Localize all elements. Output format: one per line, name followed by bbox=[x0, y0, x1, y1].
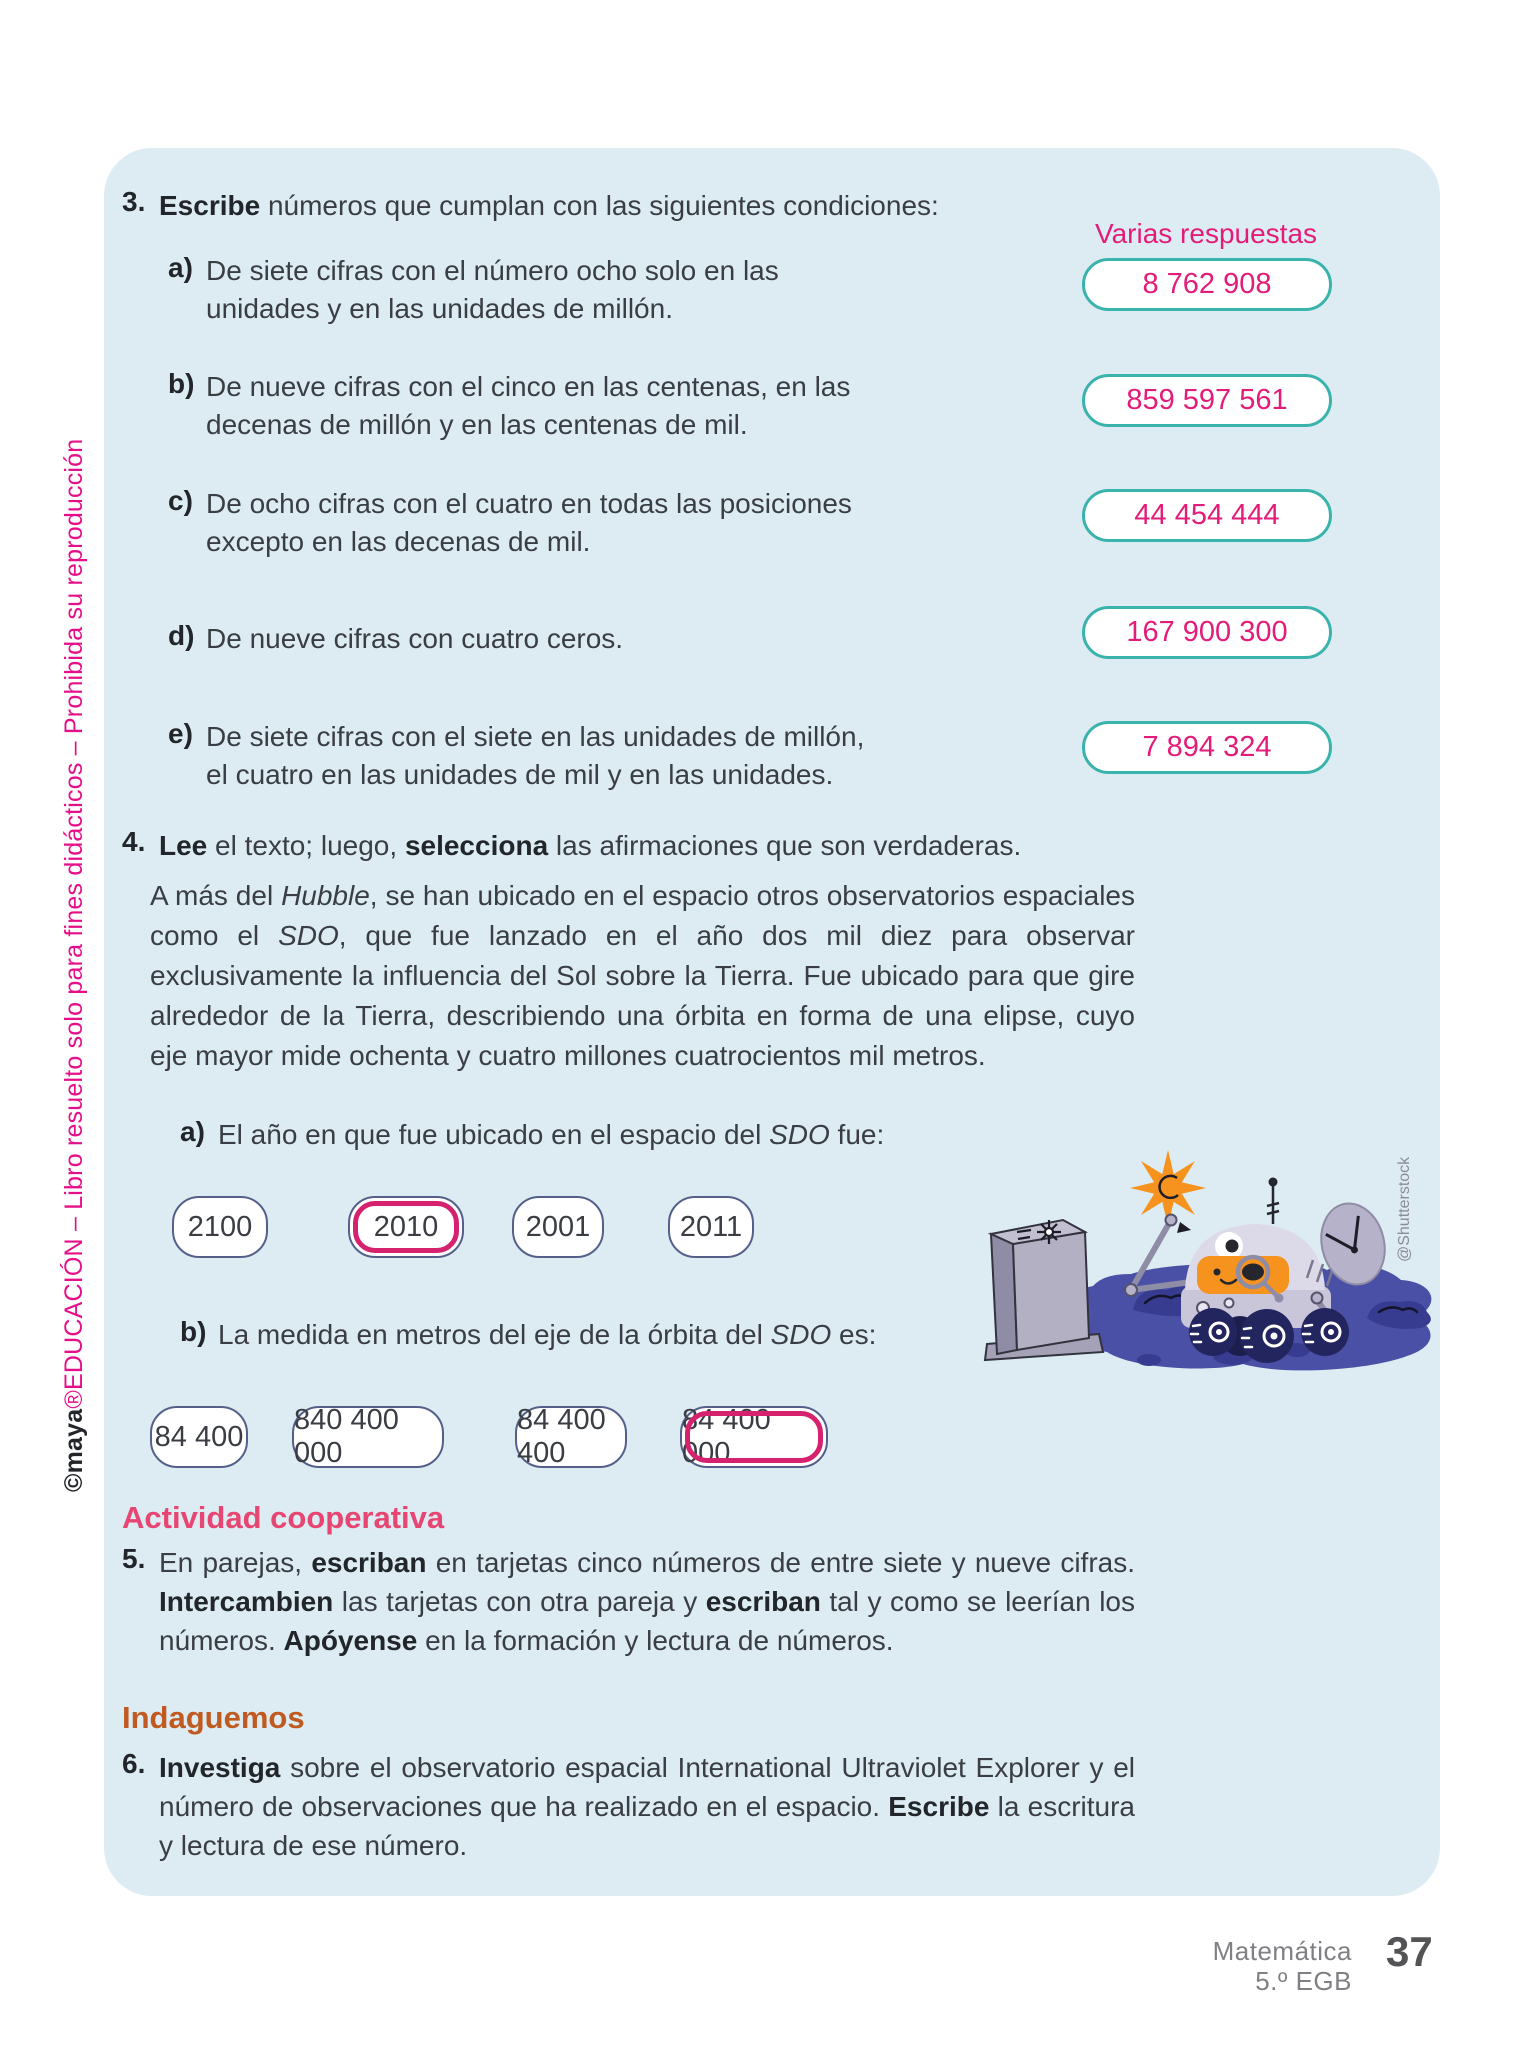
monolith bbox=[985, 1220, 1103, 1360]
exercise-5-text: En parejas, escriban en tarjetas cinco números de entre siete y nueve cifras. Intercambien las tarjetas con otra pareja y escriban tal y como se leerían los números. Apóyense en la formación y lectura de números. bbox=[159, 1547, 1136, 1656]
option-value: 2011 bbox=[679, 1210, 743, 1243]
answer-b-value: 859 597 561 bbox=[1126, 384, 1288, 416]
exercise-4-title-row bbox=[122, 826, 1135, 865]
question-a-text: El año en que fue ubicado en el espacio del SDO fue: bbox=[218, 1119, 885, 1150]
exercise-3-number: 3. bbox=[122, 186, 146, 217]
item-a-label: a) bbox=[168, 252, 193, 283]
answer-box-c[interactable] bbox=[1082, 489, 1332, 542]
item-b-label: b) bbox=[168, 368, 195, 399]
option-value: 84 400 000 bbox=[682, 1404, 771, 1469]
exercise-3-item-a bbox=[168, 252, 868, 328]
answer-box-a[interactable] bbox=[1082, 258, 1332, 311]
exercise-6-text: Investiga sobre el observatorio espacial International Ultraviolet Explorer y el número de observaciones que ha realizado en el espacio. Escribe la escritura y lectura de ese número. bbox=[159, 1752, 1135, 1861]
exercise-3-item-e bbox=[168, 718, 868, 794]
exercise-5-row bbox=[122, 1543, 1135, 1660]
exercise-3-item-b bbox=[168, 368, 868, 444]
question-b-row bbox=[180, 1316, 940, 1354]
answer-d-value: 167 900 300 bbox=[1126, 616, 1288, 648]
exercise-4-number: 4. bbox=[122, 826, 146, 857]
shutterstock-credit: @Shutterstock bbox=[1396, 1156, 1413, 1262]
copyright-sidebar: ©maya®EDUCACIÓN – Libro resuelto solo para fines didácticos – Prohibida su reproducción bbox=[60, 438, 88, 1492]
answer-box-b[interactable] bbox=[1082, 374, 1332, 427]
option-value: 84 400 400 bbox=[517, 1404, 606, 1469]
question-a-option-2011[interactable] bbox=[668, 1196, 754, 1258]
question-b-text: La medida en metros del eje de la órbita del SDO es: bbox=[218, 1319, 877, 1350]
coop-activity-heading: Actividad cooperativa bbox=[122, 1500, 445, 1535]
item-a-text: De siete cifras con el número ocho solo en las unidades y en las unidades de millón. bbox=[206, 255, 779, 324]
footer-subject-grade bbox=[1160, 1936, 1352, 1996]
question-b-option-84400400[interactable] bbox=[515, 1406, 627, 1468]
answer-a-value: 8 762 908 bbox=[1142, 268, 1272, 300]
item-e-label: e) bbox=[168, 718, 193, 749]
exercise-6-number: 6. bbox=[122, 1748, 146, 1779]
question-a-option-2001[interactable] bbox=[512, 1196, 604, 1258]
option-value: 2100 bbox=[187, 1210, 253, 1243]
wheels bbox=[1189, 1308, 1349, 1363]
exercise-4-title: Lee el texto; luego, selecciona las afirmaciones que son verdaderas. bbox=[159, 830, 1022, 861]
rover-illustration bbox=[975, 1140, 1447, 1375]
footer-subject: Matemática bbox=[1212, 1936, 1352, 1966]
exercise-3-item-c bbox=[168, 485, 868, 561]
varias-respuestas-label: Varias respuestas bbox=[1094, 218, 1318, 249]
item-d-label: d) bbox=[168, 620, 195, 651]
question-b-option-840400000[interactable] bbox=[292, 1406, 444, 1468]
item-b-text: De nueve cifras con el cinco en las centenas, en las decenas de millón y en las centenas de mil. bbox=[206, 371, 851, 440]
answer-e-value: 7 894 324 bbox=[1142, 731, 1272, 763]
question-a-label: a) bbox=[180, 1116, 205, 1147]
question-a-row bbox=[180, 1116, 940, 1154]
option-value: 84 400 bbox=[154, 1420, 244, 1453]
answer-box-e[interactable] bbox=[1082, 721, 1332, 774]
item-c-text: De ocho cifras con el cuatro en todas las posiciones excepto en las decenas de mil. bbox=[206, 488, 852, 557]
exercise-5-number: 5. bbox=[122, 1543, 146, 1574]
exercise-4-reading-text: A más del Hubble, se han ubicado en el espacio otros observatorios espaciales como el SDO, que fue lanzado en el año dos mil diez para observar exclusivamente la influencia del Sol sobre la Tierra. Fue ubicado para que gire alrededor de la Tierra, describiendo una órbita en forma de una elipse, cuyo eje mayor mide ochenta y cuatro millones cuatrocientos mil metros. bbox=[150, 880, 1136, 1071]
option-value: 2010 bbox=[373, 1210, 439, 1243]
item-e-text: De siete cifras con el siete en las unidades de millón, el cuatro en las unidades de mil y en las unidades. bbox=[206, 721, 865, 790]
exercise-3-item-d bbox=[168, 620, 868, 658]
option-value: 840 400 000 bbox=[294, 1404, 399, 1469]
footer-grade: 5.º EGB bbox=[1255, 1966, 1352, 1996]
question-a-option-2100[interactable] bbox=[172, 1196, 268, 1258]
question-a-option-2010-selected[interactable] bbox=[348, 1196, 464, 1258]
indaguemos-heading: Indaguemos bbox=[122, 1700, 305, 1735]
answer-c-value: 44 454 444 bbox=[1134, 499, 1280, 531]
item-d-text: De nueve cifras con cuatro ceros. bbox=[206, 623, 624, 654]
option-value: 2001 bbox=[525, 1210, 591, 1243]
question-b-label: b) bbox=[180, 1316, 207, 1347]
item-c-label: c) bbox=[168, 485, 193, 516]
answer-box-d[interactable] bbox=[1082, 606, 1332, 659]
question-b-option-84400000-selected[interactable] bbox=[680, 1406, 828, 1468]
exercise-3-title-row bbox=[122, 186, 1135, 225]
page-number: 37 bbox=[1386, 1928, 1433, 1975]
exercise-6-row bbox=[122, 1748, 1135, 1865]
exercise-3-title: Escribe números que cumplan con las siguientes condiciones: bbox=[159, 190, 939, 221]
question-b-option-84400[interactable] bbox=[150, 1406, 248, 1468]
